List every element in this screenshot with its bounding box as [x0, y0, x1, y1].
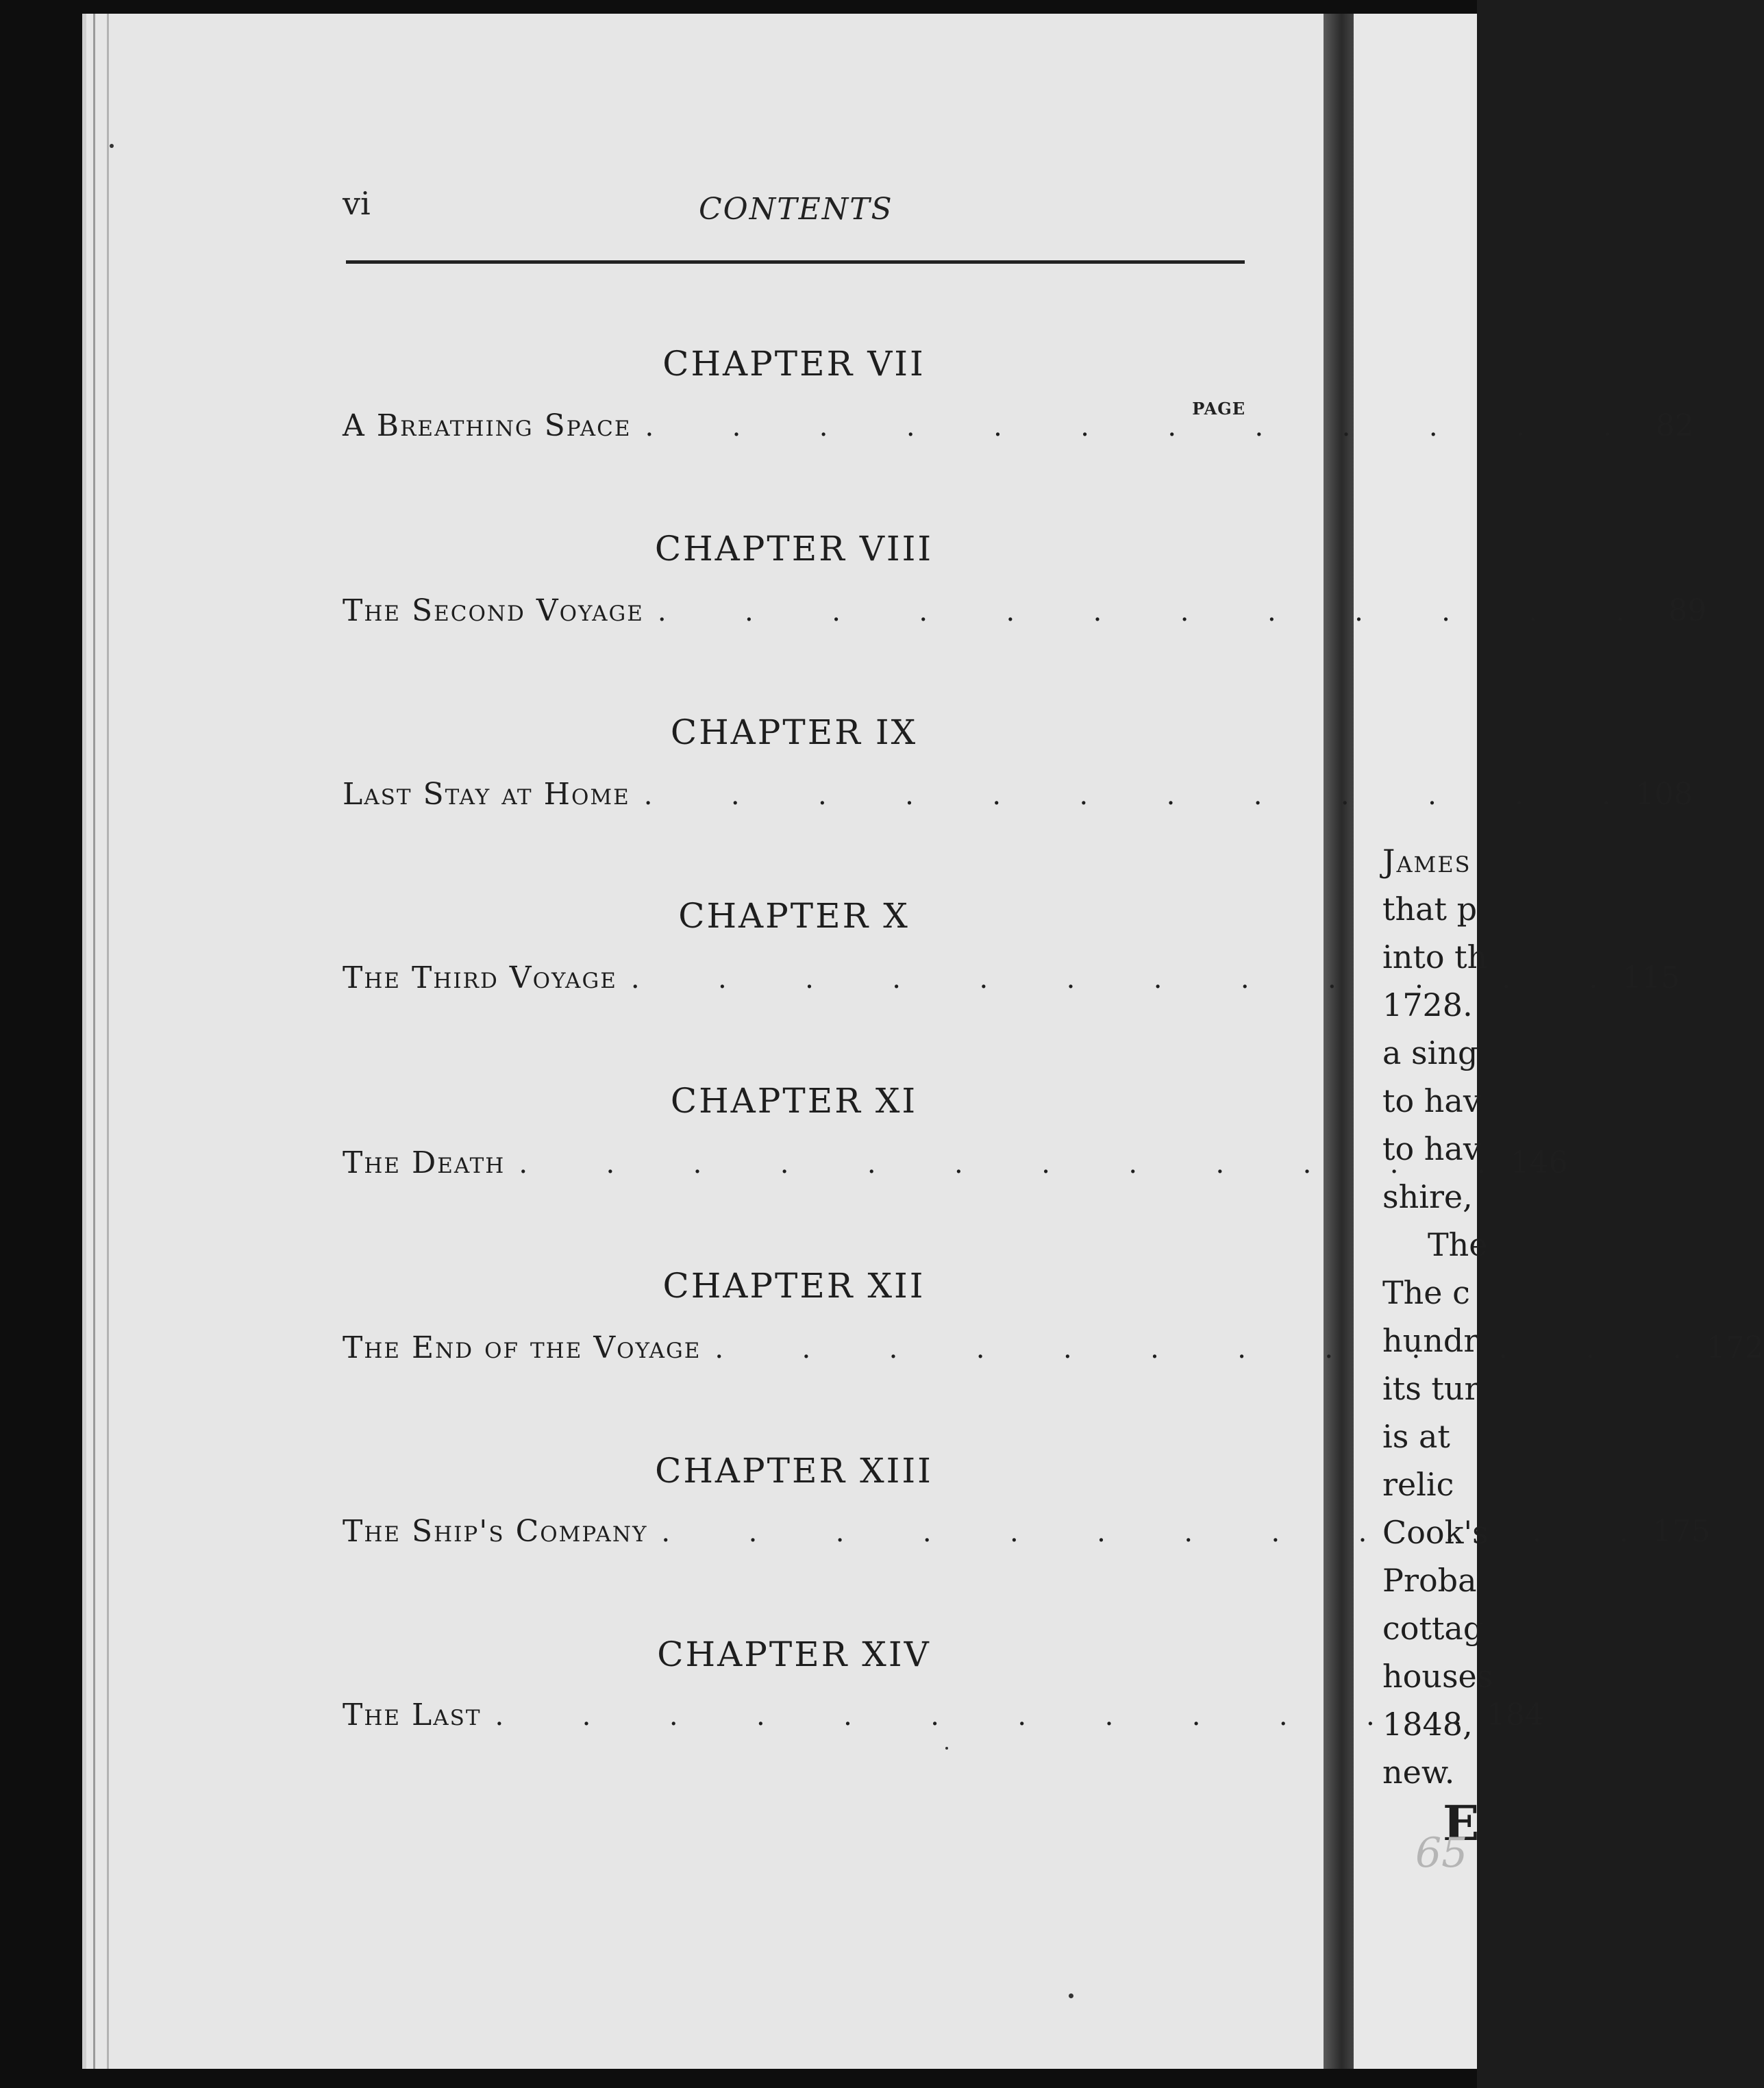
toc-entry	[343, 960, 1680, 1002]
scan-speck	[945, 1747, 948, 1750]
toc-entry-page: 108	[1635, 777, 1693, 812]
dot-leader	[658, 593, 1624, 628]
chapter-heading: CHAPTER XII	[662, 1266, 926, 1306]
right-page-line: Cook's	[1382, 1514, 1489, 1551]
chapter-heading: CHAPTER VII	[662, 344, 926, 384]
toc-entry-page: 184	[1486, 1698, 1544, 1732]
header-rule	[346, 260, 1245, 264]
toc-entry-title: A Breathing Space	[343, 408, 632, 443]
chapter-heading: CHAPTER IX	[670, 712, 918, 752]
chapter-heading: CHAPTER VIII	[654, 529, 934, 569]
right-page-line: that p	[1382, 891, 1478, 928]
pencil-mark: 65	[1415, 1829, 1468, 1877]
right-page-line: shire,	[1382, 1178, 1473, 1215]
toc-entry-page: 82	[1655, 408, 1694, 443]
toc-entry-title: The Death	[343, 1145, 506, 1180]
right-page-line: hundr	[1382, 1322, 1479, 1359]
right-page-line: houses	[1382, 1658, 1493, 1695]
dot-leader	[661, 1514, 1628, 1549]
page-edge	[107, 14, 109, 2069]
right-page-line: to hav	[1382, 1130, 1481, 1167]
scan-speck	[1069, 1993, 1073, 1998]
dot-leader	[644, 777, 1611, 812]
page-folio: vi	[343, 185, 371, 222]
dot-leader	[495, 1698, 1462, 1732]
right-page-line: relic	[1382, 1466, 1454, 1503]
right-page-line: new.	[1382, 1754, 1455, 1791]
right-page-line: James	[1382, 843, 1471, 880]
toc-entry-title: The Second Voyage	[343, 593, 644, 628]
right-page	[1354, 14, 1493, 2069]
chapter-heading: CHAPTER X	[678, 896, 910, 936]
toc-entry-page: 172	[1706, 1330, 1764, 1365]
right-page-line: into th	[1382, 939, 1488, 975]
toc-entry-title: The Third Voyage	[343, 960, 617, 995]
toc-entry-title: The Last	[343, 1698, 482, 1732]
dot-leader	[631, 960, 1598, 995]
chapter-heading: CHAPTER XIV	[657, 1635, 931, 1674]
dot-leader	[519, 1145, 1485, 1180]
chapter-heading: CHAPTER XIII	[655, 1451, 933, 1491]
toc-entry-page: 146	[1510, 1145, 1568, 1180]
right-page-line: to hav	[1382, 1082, 1481, 1119]
right-page-line: Proba	[1382, 1562, 1477, 1599]
dot-leader	[645, 408, 1611, 443]
chapter-heading: CHAPTER XI	[670, 1081, 918, 1121]
right-page-line: The	[1428, 1226, 1488, 1263]
right-page-line: 1848,	[1382, 1706, 1473, 1743]
ornament-letter: E	[1443, 1795, 1480, 1852]
left-page	[82, 14, 1333, 2069]
toc-entry-page: 175	[1652, 1514, 1711, 1549]
toc-entry	[343, 593, 1707, 634]
right-page-line: 1728.	[1382, 986, 1473, 1023]
page-edge	[93, 14, 95, 2069]
page-column-label: PAGE	[1192, 399, 1245, 419]
right-page-line: cottag	[1382, 1610, 1484, 1647]
scan-speck	[110, 144, 114, 148]
toc-entry	[343, 408, 1694, 449]
right-page-line: a sing	[1382, 1034, 1478, 1071]
dot-leader	[715, 1330, 1681, 1365]
toc-entry-page: 115	[1622, 960, 1680, 995]
book-gutter	[1324, 14, 1354, 2069]
toc-entry-title: Last Stay at Home	[343, 777, 630, 812]
running-head: CONTENTS	[699, 192, 893, 227]
toc-entry-title: The End of the Voyage	[343, 1330, 701, 1365]
right-page-line: its tur	[1382, 1370, 1480, 1407]
right-page-line: is at	[1382, 1418, 1450, 1455]
right-page-line: The c	[1382, 1274, 1470, 1311]
toc-entry-title: The Ship's Company	[343, 1514, 648, 1549]
toc-entry	[343, 777, 1693, 818]
toc-entry-page: 89	[1668, 593, 1707, 628]
